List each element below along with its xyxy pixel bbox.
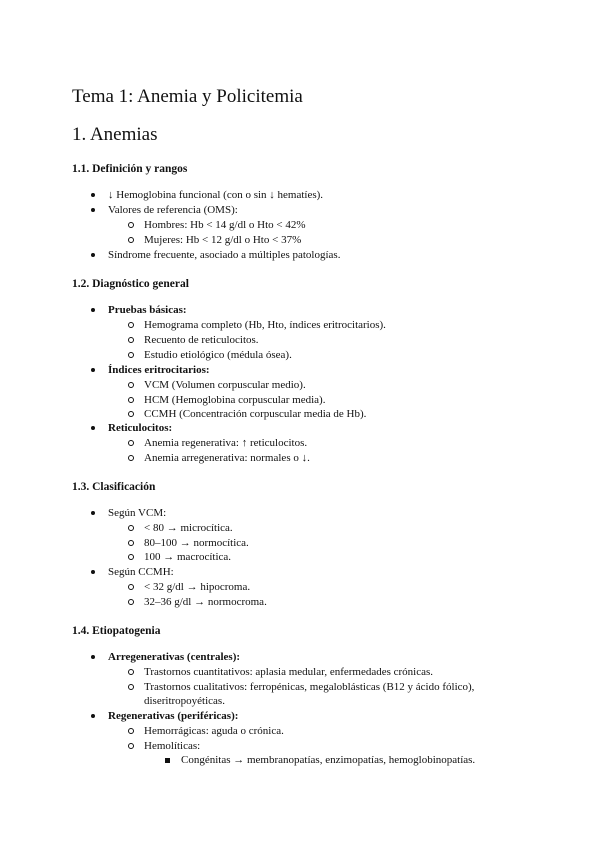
list-item: Hemolíticas:	[144, 740, 201, 752]
list-item: CCMH (Concentración corpuscular media de Hb).	[144, 408, 367, 420]
list-item-continuation: diseritropoyéticas.	[144, 695, 225, 707]
bullet-circle	[124, 536, 138, 550]
bullet-circle	[124, 451, 138, 465]
list-item: VCM (Volumen corpuscular medio).	[144, 379, 306, 391]
bullet-circle	[124, 393, 138, 407]
bullet-square	[160, 753, 174, 767]
list-item: 100 → macrocítica.	[144, 551, 232, 563]
bullet-dot	[86, 248, 100, 262]
bullet-dot	[86, 709, 100, 723]
subsection-heading-definicion: 1.1. Definición y rangos	[72, 163, 188, 175]
list-item: Arregenerativas (centrales):	[108, 651, 241, 663]
bullet-circle	[124, 407, 138, 421]
bullet-circle	[124, 665, 138, 679]
bullet-circle	[124, 318, 138, 332]
list-item: HCM (Hemoglobina corpuscular media).	[144, 394, 326, 406]
list-item: Valores de referencia (OMS):	[108, 204, 238, 216]
list-item: Congénitas → membranopatías, enzimopatías, hemoglobinopatías.	[181, 754, 476, 766]
list-item: Estudio etiológico (médula ósea).	[144, 349, 292, 361]
list-item: 80–100 → normocítica.	[144, 537, 249, 549]
list-item: < 32 g/dl → hipocroma.	[144, 581, 251, 593]
bullet-circle	[124, 348, 138, 362]
list-item: Hemorrágicas: aguda o crónica.	[144, 725, 284, 737]
list-item: Anemia regenerativa: ↑ reticulocitos.	[144, 437, 308, 449]
list-item: Trastornos cualitativos: ferropénicas, megaloblásticas (B12 y ácido fólico),	[144, 681, 475, 693]
list-item: Mujeres: Hb < 12 g/dl o Hto < 37%	[144, 234, 302, 246]
list-item: Hombres: Hb < 14 g/dl o Hto < 42%	[144, 219, 306, 231]
list-item: Pruebas básicas:	[108, 304, 187, 316]
list-item: Anemia arregenerativa: normales o ↓.	[144, 452, 310, 464]
list-item: Regenerativas (periféricas):	[108, 710, 239, 722]
bullet-circle	[124, 233, 138, 247]
list-item: Según VCM:	[108, 507, 167, 519]
bullet-circle	[124, 333, 138, 347]
document-title: Tema 1: Anemia y Policitemia	[72, 86, 303, 107]
list-item: 32–36 g/dl → normocroma.	[144, 596, 267, 608]
bullet-dot	[86, 203, 100, 217]
bullet-circle	[124, 739, 138, 753]
list-item: Índices eritrocitarios:	[108, 364, 210, 376]
list-item: Síndrome frecuente, asociado a múltiples patologías.	[108, 249, 341, 261]
bullet-circle	[124, 595, 138, 609]
bullet-dot	[86, 363, 100, 377]
subsection-heading-diagnostico: 1.2. Diagnóstico general	[72, 278, 189, 290]
list-item: Según CCMH:	[108, 566, 174, 578]
list-item: ↓ Hemoglobina funcional (con o sin ↓ hematíes).	[108, 189, 324, 201]
bullet-dot	[86, 565, 100, 579]
list-item: Reticulocitos:	[108, 422, 173, 434]
bullet-circle	[124, 218, 138, 232]
bullet-circle	[124, 580, 138, 594]
bullet-circle	[124, 436, 138, 450]
bullet-circle	[124, 378, 138, 392]
bullet-dot	[86, 506, 100, 520]
subsection-heading-etiopatogenia: 1.4. Etiopatogenia	[72, 625, 161, 637]
bullet-circle	[124, 521, 138, 535]
subsection-heading-clasificacion: 1.3. Clasificación	[72, 481, 156, 493]
bullet-dot	[86, 650, 100, 664]
section-heading-anemias: 1. Anemias	[72, 124, 158, 145]
bullet-circle	[124, 680, 138, 694]
bullet-dot	[86, 303, 100, 317]
bullet-circle	[124, 550, 138, 564]
list-item: Trastornos cuantitativos: aplasia medular, enfermedades crónicas.	[144, 666, 434, 678]
list-item: < 80 → microcítica.	[144, 522, 233, 534]
list-item: Recuento de reticulocitos.	[144, 334, 259, 346]
bullet-circle	[124, 724, 138, 738]
bullet-dot	[86, 188, 100, 202]
list-item: Hemograma completo (Hb, Hto, índices eritrocitarios).	[144, 319, 386, 331]
bullet-dot	[86, 421, 100, 435]
